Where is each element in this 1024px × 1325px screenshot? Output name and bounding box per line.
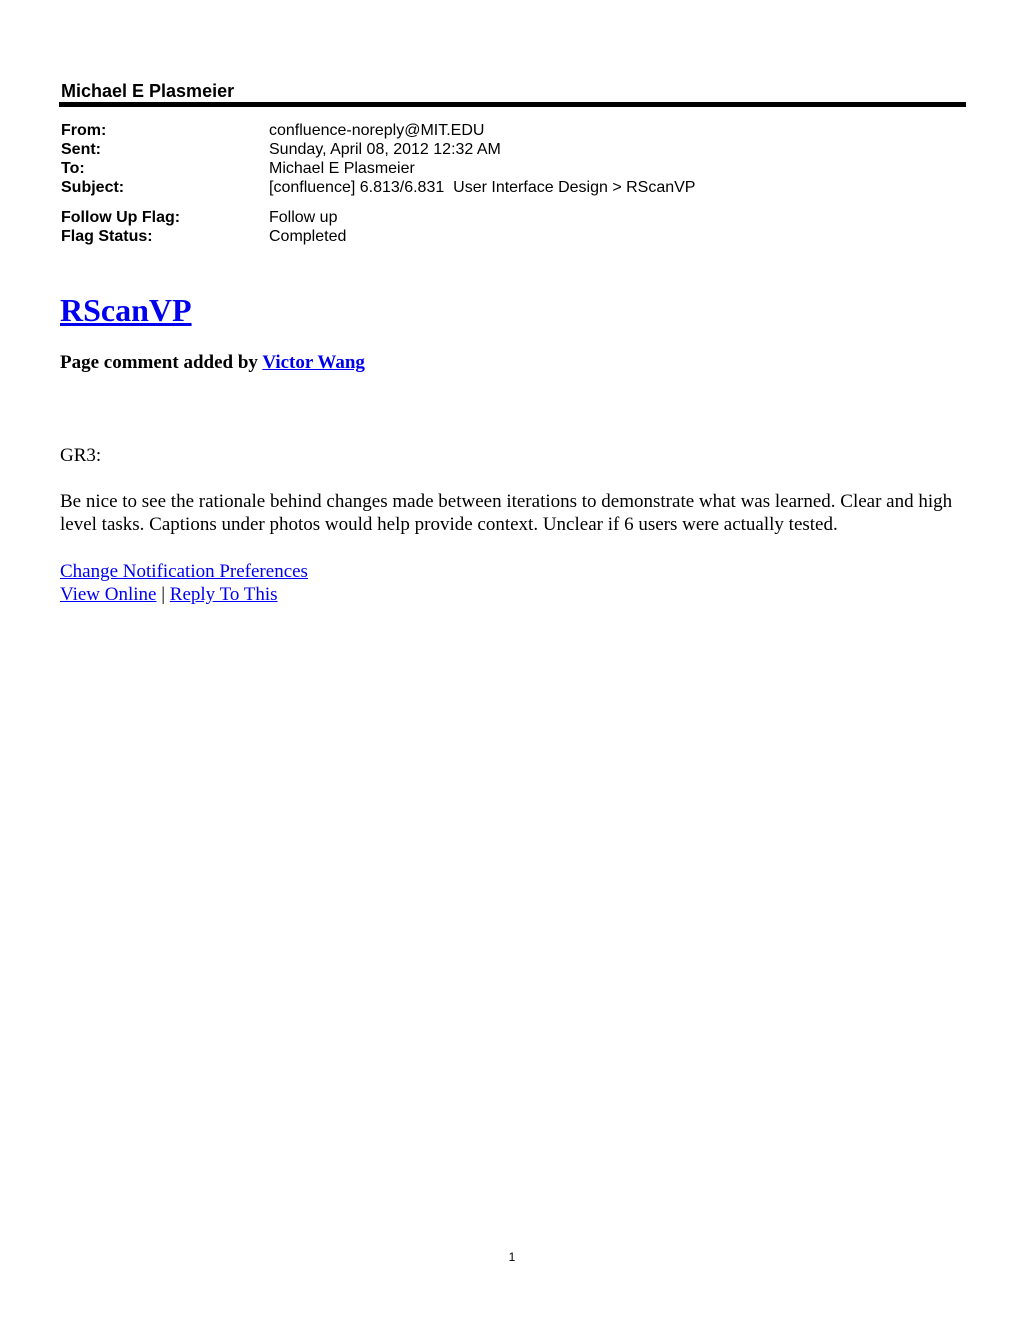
header-row-sent [61, 140, 695, 159]
header-value: [confluence] 6.813/6.831 User Interface Design > RScanVP [269, 179, 696, 196]
view-online-link[interactable]: View Online [60, 584, 157, 605]
header-divider [59, 102, 966, 107]
header-label: Subject: [61, 179, 125, 196]
comment-text: Be nice to see the rationale behind changes made between iterations to demonstrate what was learned. Clear and high level tasks. Captions under photos would help provide context. Unclear if 6 users were actually tested. [60, 491, 953, 535]
header-label: Follow Up Flag: [61, 209, 181, 226]
header-row-subject [61, 178, 695, 197]
header-value: Completed [269, 228, 347, 245]
header-row-follow-up-flag [61, 208, 695, 227]
comment-author-link[interactable]: Victor Wang [262, 352, 365, 373]
grade-label: GR3: [60, 445, 102, 466]
change-notification-preferences-link[interactable]: Change Notification Preferences [60, 561, 308, 582]
page-title [60, 290, 192, 330]
header-label: To: [61, 160, 85, 177]
comment-attribution [60, 351, 365, 375]
footer-links [60, 560, 308, 606]
header-row-flag-status [61, 227, 695, 246]
page-number: 1 [508, 1250, 516, 1264]
reply-link[interactable]: Reply To This [169, 584, 278, 605]
header-row-from [61, 121, 695, 140]
header-row-to [61, 159, 695, 178]
email-header-table [61, 121, 695, 246]
header-label: From: [61, 122, 107, 139]
header-label: Flag Status: [61, 228, 153, 245]
page-title-link[interactable]: RScanVP [60, 292, 192, 328]
header-label: Sent: [61, 141, 101, 158]
link-separator: | [161, 584, 166, 605]
comment-prefix: Page comment added by [60, 352, 263, 373]
email-owner-name: Michael E Plasmeier [61, 81, 235, 101]
header-value: Sunday, April 08, 2012 12:32 AM [269, 141, 501, 158]
header-value: confluence-noreply@MIT.EDU [269, 122, 485, 139]
header-value: Follow up [269, 209, 338, 226]
header-value: Michael E Plasmeier [269, 160, 415, 177]
